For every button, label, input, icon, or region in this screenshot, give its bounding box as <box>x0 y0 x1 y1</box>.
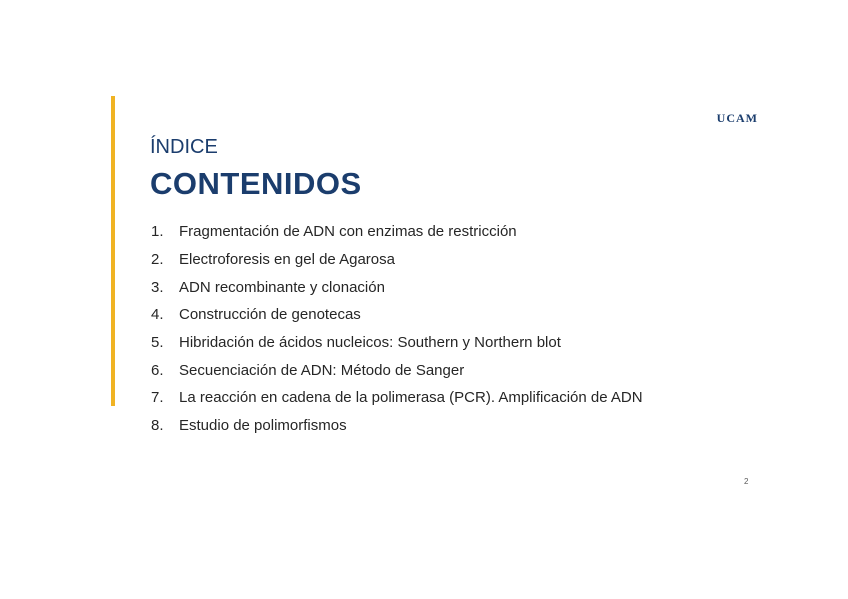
toc-item-label: Electroforesis en gel de Agarosa <box>179 251 395 269</box>
section-subtitle: ÍNDICE <box>150 136 218 158</box>
toc-item-number: 7. <box>151 389 164 407</box>
toc-item-label: ADN recombinante y clonación <box>179 278 385 296</box>
toc-item <box>151 384 643 412</box>
toc-item-label: Hibridación de ácidos nucleicos: Southern y Northern blot <box>179 334 561 352</box>
ucam-logo: UCAM <box>716 111 758 125</box>
toc-item <box>151 412 643 440</box>
table-of-contents <box>151 218 643 440</box>
toc-item-label: La reacción en cadena de la polimerasa (PCR). Amplificación de ADN <box>179 389 643 407</box>
toc-item <box>151 246 643 274</box>
toc-item <box>151 301 643 329</box>
toc-item-number: 3. <box>151 278 164 296</box>
toc-item <box>151 329 643 357</box>
page-number: 2 <box>744 477 749 486</box>
toc-item-number: 4. <box>151 306 164 324</box>
toc-item-label: Estudio de polimorfismos <box>179 417 347 435</box>
toc-item-number: 6. <box>151 361 164 379</box>
page-title: CONTENIDOS <box>150 166 362 201</box>
toc-item <box>151 356 643 384</box>
toc-item-number: 2. <box>151 251 164 269</box>
toc-item-label: Construcción de genotecas <box>179 306 361 324</box>
toc-item-number: 1. <box>151 223 164 241</box>
toc-item <box>151 273 643 301</box>
toc-item-number: 5. <box>151 334 164 352</box>
toc-item-number: 8. <box>151 417 164 435</box>
toc-item <box>151 218 643 246</box>
accent-bar <box>111 96 115 406</box>
toc-item-label: Secuenciación de ADN: Método de Sanger <box>179 361 465 379</box>
toc-item-label: Fragmentación de ADN con enzimas de restricción <box>179 223 517 241</box>
